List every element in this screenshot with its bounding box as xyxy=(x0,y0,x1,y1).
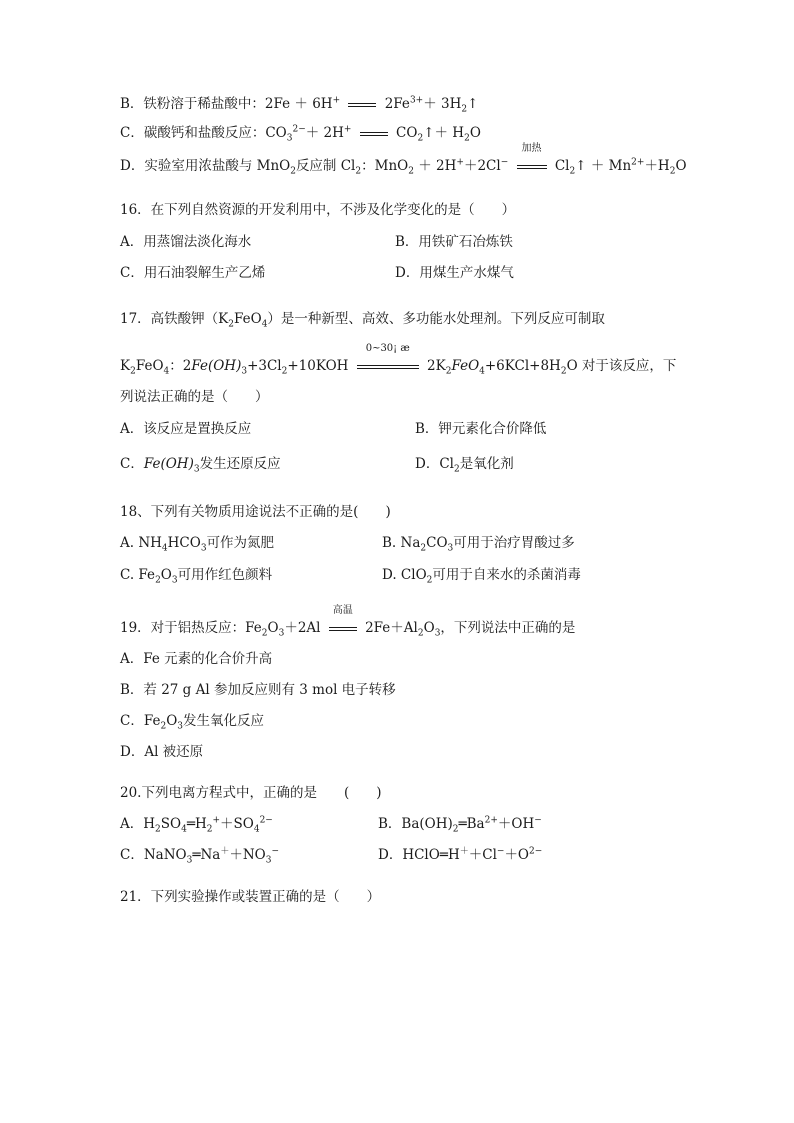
q19-option-c: C．$Fe_2O_3$发生氧化反应 xyxy=(120,713,264,732)
equals-sign xyxy=(348,103,376,107)
q15-option-d: D．实验室用浓盐酸与 MnO$_2$反应制 $Cl_2$：MnO$_2$ ＋ 2H+＋2Cl− 加热 $Cl_2↑ + Mn^{2+}+H_2O$ xyxy=(120,143,687,177)
reaction-condition: 高温 xyxy=(329,619,357,637)
q16-option-c: C．用石油裂解生产乙烯 xyxy=(120,265,266,281)
q17-option-a: A．该反应是置换反应 xyxy=(120,421,252,437)
q17-option-c: C．$Fe(OH)_3$发生还原反应 xyxy=(120,456,281,475)
q19-option-a: A．Fe 元素的化合价升高 xyxy=(120,651,273,667)
q18-option-a: A. $NH_4HCO_3$可作为氮肥 xyxy=(120,535,275,554)
q20-stem: 20.下列电离方程式中，正确的是 ( ) xyxy=(120,785,382,801)
q16-stem: 16．在下列自然资源的开发利用中，不涉及化学变化的是（ ） xyxy=(120,202,516,218)
q20-option-c: C．$NaNO_3═Na^++NO_3^-$ xyxy=(120,846,279,866)
q21-stem: 21．下列实验操作或装置正确的是（ ） xyxy=(120,889,381,905)
q20-option-d: D．$HClO═H^++Cl^-+O^{2-}$ xyxy=(378,846,543,863)
q17-option-b: B．钾元素化合价降低 xyxy=(415,421,547,437)
q15-option-c: C．碳酸钙和盐酸反应：$CO_3^{2-}+ 2H^+$ $CO_2↑+ H_2O$ xyxy=(120,124,481,144)
q16-option-a: A．用蒸馏法淡化海水 xyxy=(120,234,252,250)
q16-option-b: B．用铁矿石冶炼铁 xyxy=(395,234,513,250)
q20-option-b: B．$Ba(OH)_2═Ba^{2+}+OH^-$ xyxy=(378,815,542,835)
q17-equation: $K_2FeO_4$：$2Fe(OH)_3+3Cl_2+10KOH$ 0~30¡ æ $2K_2FeO_4+6KCl+8H_2O$ 对于该反应，下 xyxy=(120,343,677,377)
q17-stem-line1: 17．高铁酸钾$(K_2FeO_4)$是一种新型、高效、多功能水处理剂。下列反应可制取 xyxy=(120,311,605,330)
equals-sign xyxy=(360,132,388,136)
q19-option-d: D．Al 被还原 xyxy=(120,744,204,760)
q17-stem-line2: 列说法正确的是（ ） xyxy=(120,389,269,405)
reaction-condition: 0~30¡ æ xyxy=(357,357,419,375)
q18-option-d: D. ClO$_2$可用于自来水的杀菌消毒 xyxy=(382,567,581,586)
q19-option-b: B．若 27 g Al 参加反应则有 3 mol 电子转移 xyxy=(120,682,396,698)
q19-stem: 19．对于铝热反应：$Fe_2O_3+2Al$ 高温 $2Fe+Al_2O_3$，下列说法中正确的是 xyxy=(120,605,576,639)
q17-option-d: D．$Cl_2$是氧化剂 xyxy=(415,456,514,475)
q18-option-b: B. $Na_2CO_3$可用于治疗胃酸过多 xyxy=(382,535,575,554)
q15-option-b: B．铁粉溶于稀盐酸中：2Fe ＋ 6H+ $2Fe^{3+}+$ $3H_2↑$ xyxy=(120,95,479,115)
reaction-condition: 加热 xyxy=(517,157,547,175)
q16-option-d: D．用煤生产水煤气 xyxy=(395,265,514,281)
q18-option-c: C. $Fe_2O_3$可用作红色颜料 xyxy=(120,567,273,586)
q20-option-a: A．$H_2SO_4═H_2^++SO_4^{2-}$ xyxy=(120,815,273,835)
q18-stem: 18、下列有关物质用途说法不正确的是( ) xyxy=(120,504,391,520)
